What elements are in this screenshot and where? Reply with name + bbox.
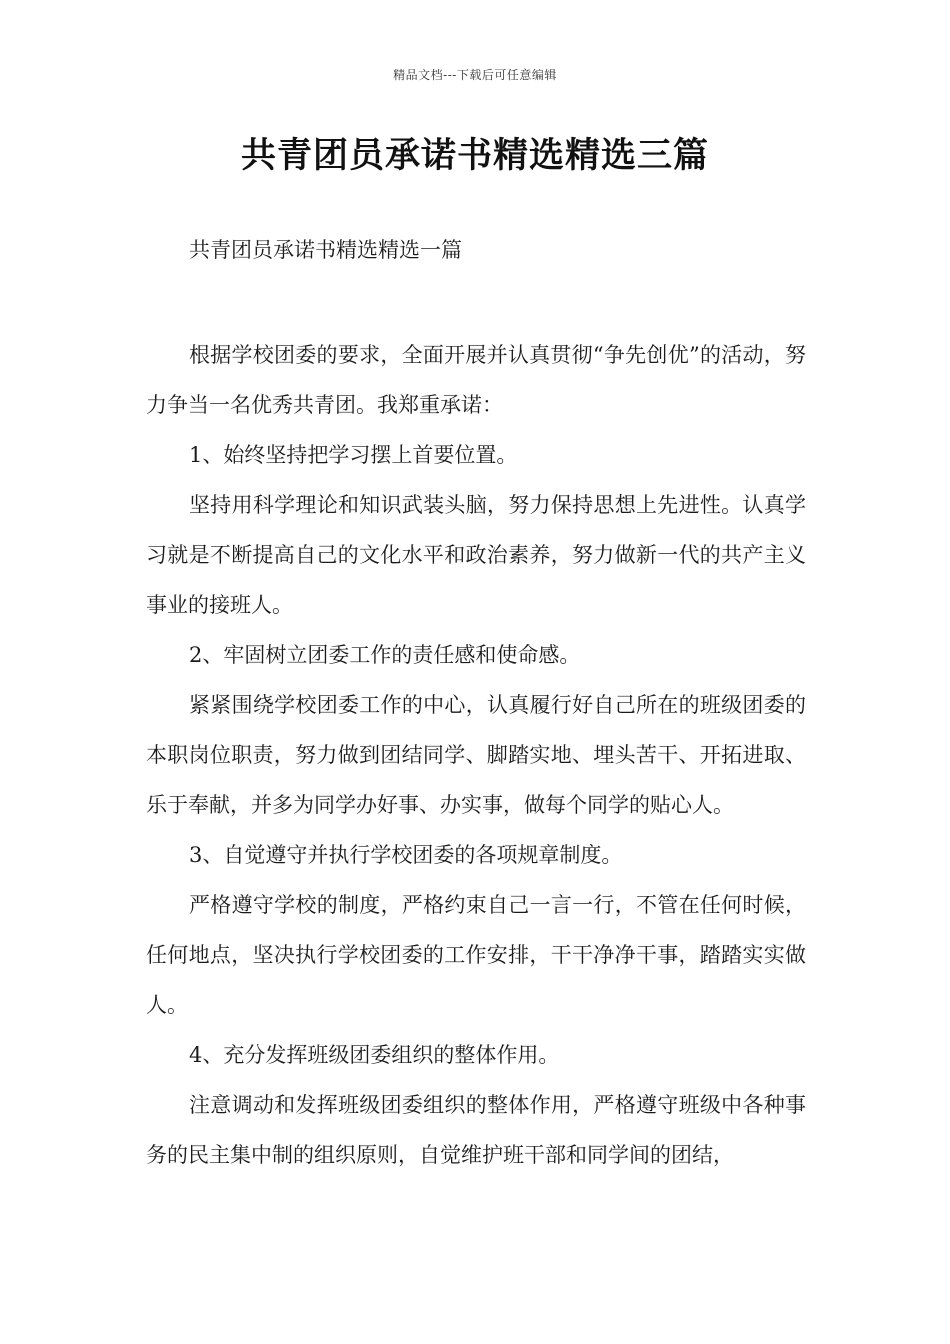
paragraph-item-2-body: 紧紧围绕学校团委工作的中心，认真履行好自己所在的班级团委的本职岗位职责，努力做到团结同学、脚踏实地、埋头苦干、开拓进取、乐于奉献，并多为同学办好事、办实事，做每个同学的贴心人。: [146, 693, 806, 817]
paragraph-item-4-heading: 4、充分发挥班级团委组织的整体作用。: [189, 1043, 560, 1067]
paragraph-item-4-body: 注意调动和发挥班级团委组织的整体作用，严格遵守班级中各种事务的民主集中制的组织原则，自觉维护班干部和同学间的团结，: [146, 1093, 806, 1167]
paragraph-item-1-body: 坚持用科学理论和知识武装头脑，努力保持思想上先进性。认真学习就是不断提高自己的文化水平和政治素养，努力做新一代的共产主义事业的接班人。: [146, 493, 806, 617]
document-title: 共青团员承诺书精选精选三篇: [240, 136, 709, 176]
paragraph-item-2-heading: 2、牢固树立团委工作的责任感和使命感。: [189, 643, 581, 667]
paragraph-item-1-heading: 1、始终坚持把学习摆上首要位置。: [189, 443, 518, 467]
paragraph-intro: 根据学校团委的要求，全面开展并认真贯彻“争先创优”的活动，努力争当一名优秀共青团。我郑重承诺：: [146, 343, 806, 417]
document-body: [146, 330, 806, 1180]
section-subtitle: 共青团员承诺书精选精选一篇: [189, 238, 462, 262]
paragraph-item-3-body: 严格遵守学校的制度，严格约束自己一言一行，不管在任何时候，任何地点，坚决执行学校团委的工作安排，干干净净干事，踏踏实实做人。: [146, 893, 806, 1017]
header-note: 精品文档---下载后可任意编辑: [393, 68, 557, 82]
paragraph-item-3-heading: 3、自觉遵守并执行学校团委的各项规章制度。: [189, 843, 623, 867]
